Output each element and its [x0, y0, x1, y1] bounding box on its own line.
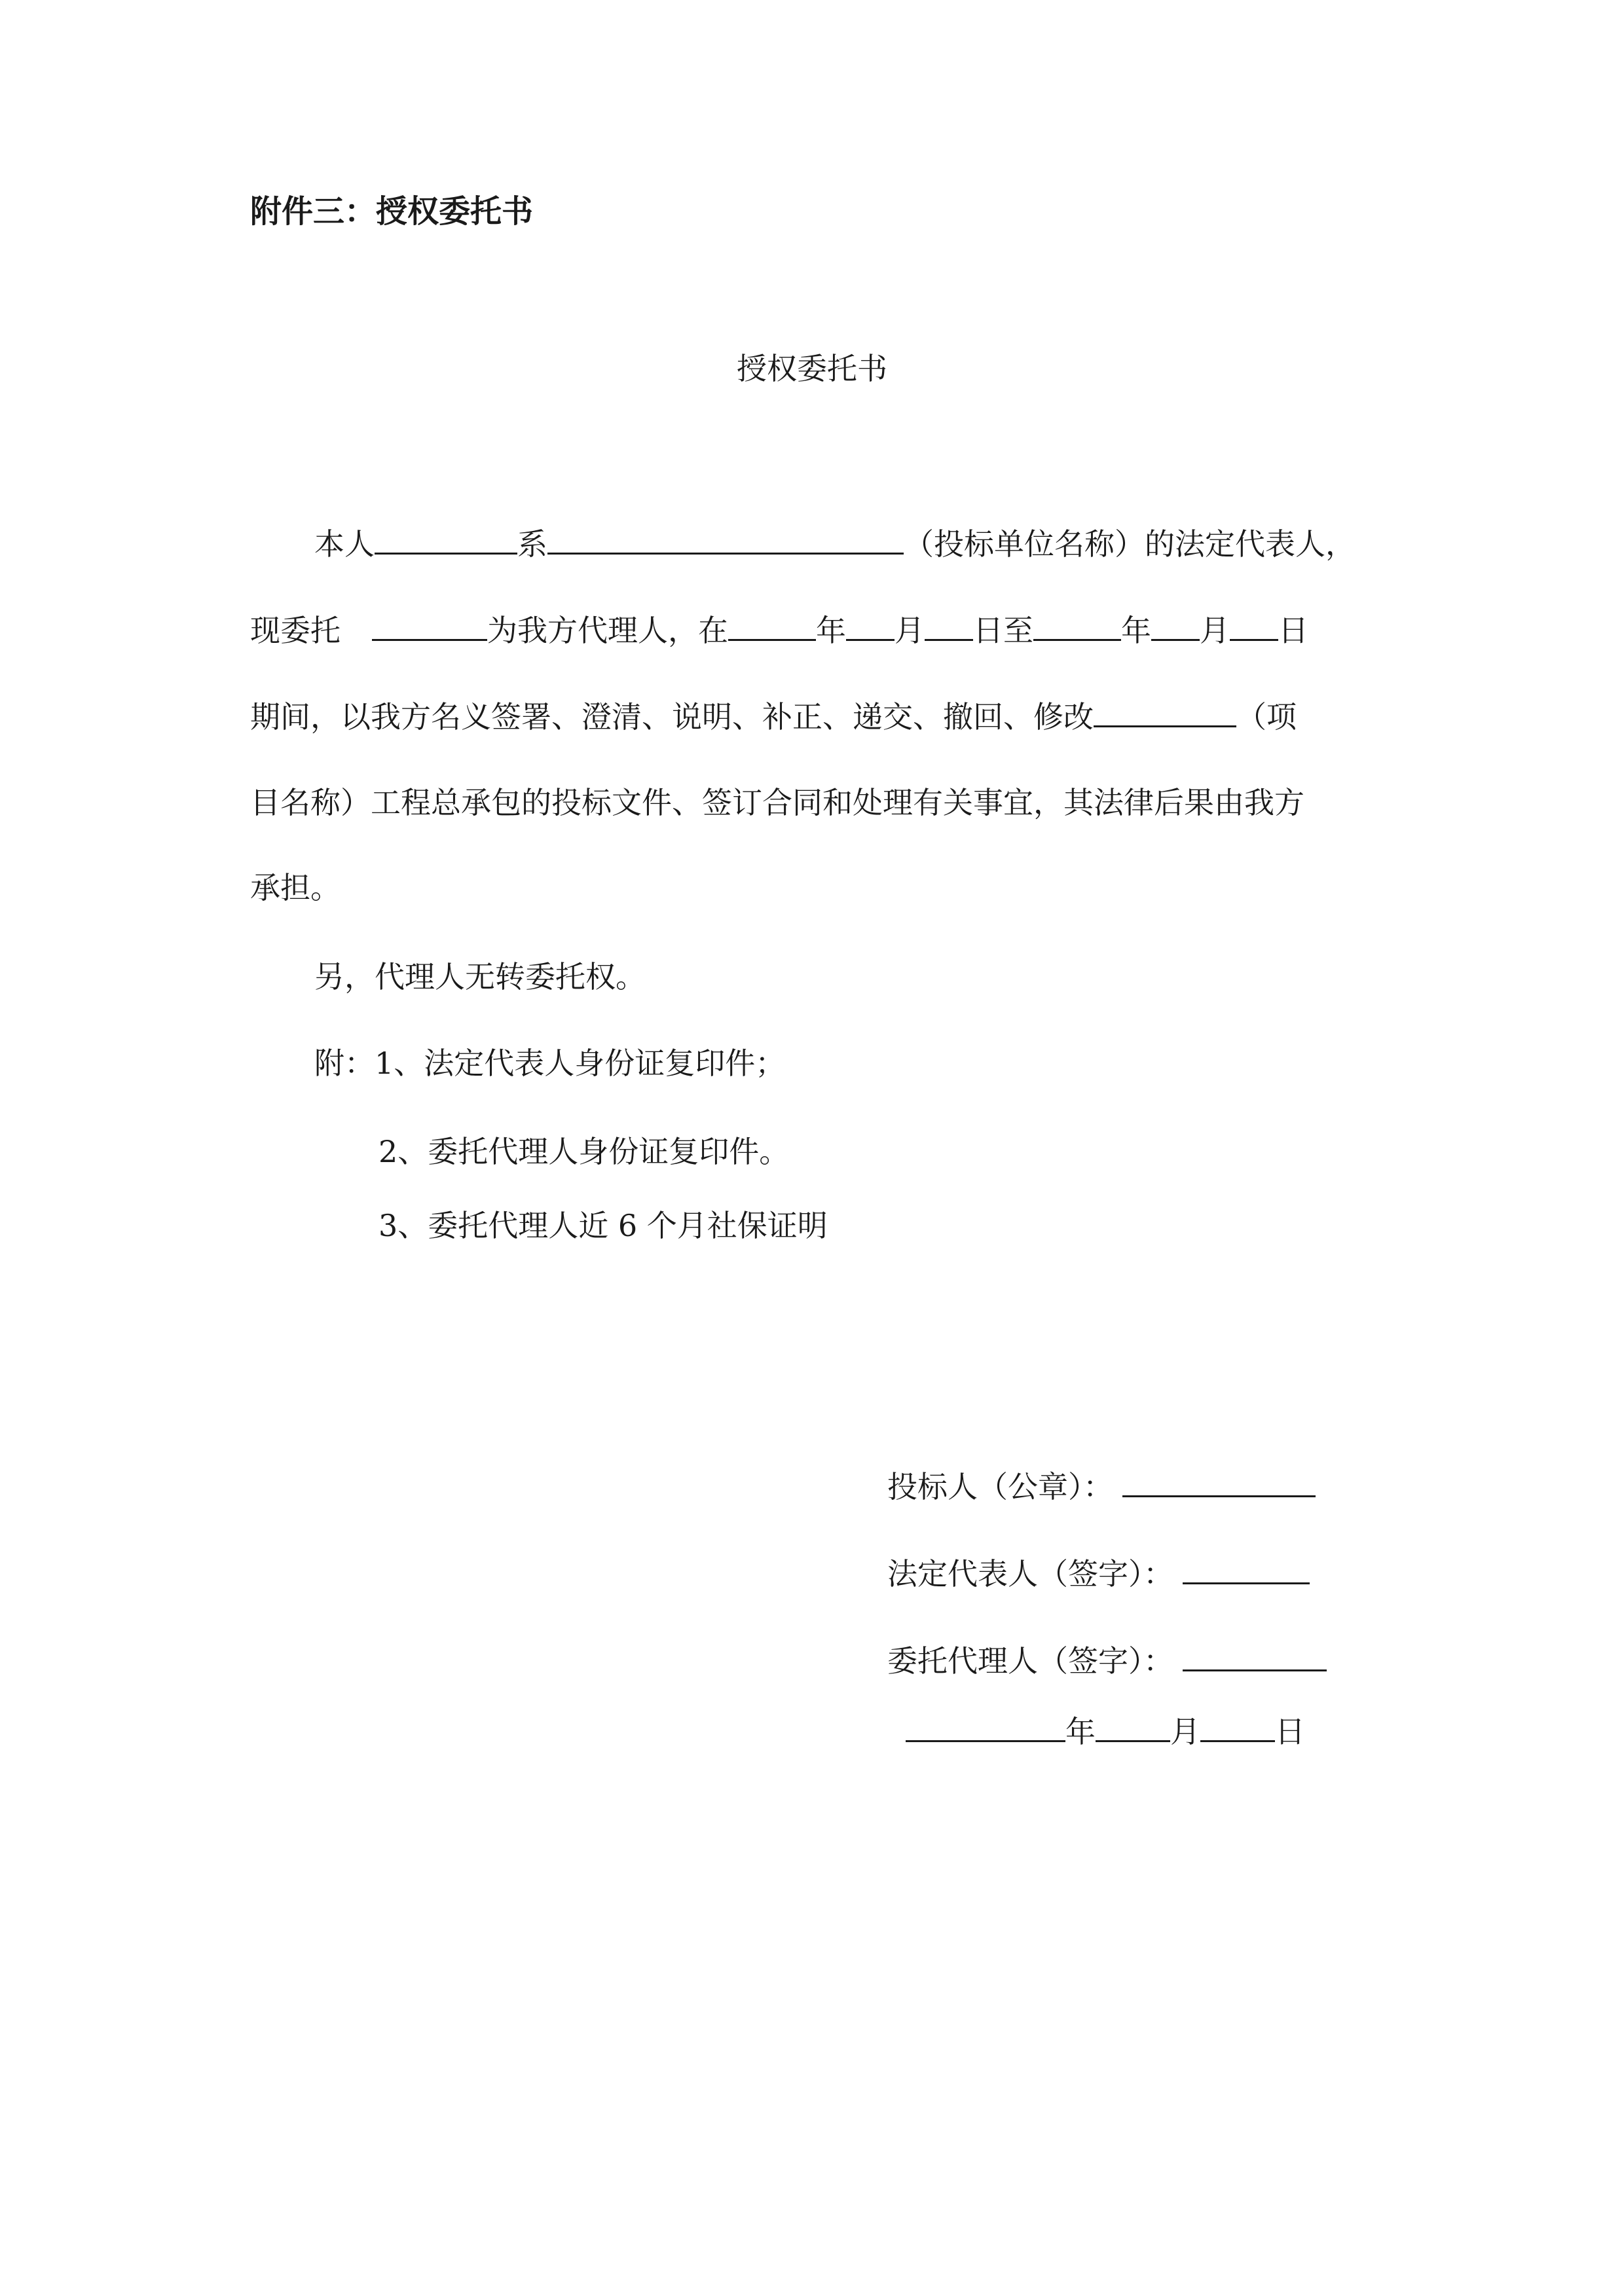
- project-name-blank[interactable]: [1094, 697, 1236, 727]
- sign-month-label: 月: [1170, 1714, 1200, 1749]
- text: 日: [1278, 613, 1308, 648]
- legal-rep-signature-label: 法定代表人（签字）：: [887, 1556, 1173, 1592]
- sign-month-blank[interactable]: [1096, 1711, 1170, 1742]
- attachment-item-1: 附：1、法定代表人身份证复印件；: [314, 1046, 786, 1081]
- paragraph-line-3: [250, 697, 1297, 737]
- text: 为我方代理人，在: [487, 613, 728, 648]
- text: 系: [517, 526, 547, 562]
- document-title: 授权委托书: [737, 351, 887, 386]
- legal-rep-signature-line: [887, 1554, 1310, 1594]
- text: 现委托: [250, 613, 341, 648]
- legal-rep-signature-blank[interactable]: [1183, 1554, 1310, 1584]
- start-month-blank[interactable]: [846, 610, 895, 641]
- start-year-blank[interactable]: [728, 610, 816, 641]
- paragraph-line-5: 承担。: [250, 870, 341, 905]
- agent-name-blank[interactable]: [372, 610, 487, 641]
- text: 年: [816, 613, 846, 648]
- bidder-seal-label: 投标人（公章）：: [887, 1469, 1113, 1504]
- start-day-blank[interactable]: [925, 610, 973, 641]
- paragraph-line-2: [250, 610, 1308, 650]
- attachment-item-2: 2、委托代理人身份证复印件。: [378, 1134, 790, 1169]
- no-subdelegation-note: 另，代理人无转委托权。: [314, 959, 646, 994]
- paragraph-line-4: 目名称）工程总承包的投标文件、签订合同和处理有关事宜，其法律后果由我方: [250, 785, 1304, 820]
- agent-signature-label: 委托代理人（签字）：: [887, 1643, 1173, 1679]
- end-month-blank[interactable]: [1151, 610, 1200, 641]
- sign-day-blank[interactable]: [1200, 1711, 1275, 1742]
- sign-day-label: 日: [1275, 1714, 1305, 1749]
- text: 期间，以我方名义签署、澄清、说明、补正、递交、撤回、修改: [250, 699, 1094, 735]
- text: 年: [1121, 613, 1151, 648]
- attachment-item-3: 3、委托代理人近 6 个月社保证明: [378, 1208, 828, 1243]
- bidder-seal-blank[interactable]: [1122, 1467, 1316, 1497]
- attachment-heading: 附件三：授权委托书: [250, 193, 534, 230]
- text: 本人: [314, 526, 375, 562]
- sign-year-blank[interactable]: [906, 1711, 1065, 1742]
- text: 月: [895, 613, 925, 648]
- signing-date-line: [906, 1711, 1305, 1751]
- bidder-seal-line: [887, 1467, 1316, 1506]
- end-day-blank[interactable]: [1230, 610, 1278, 641]
- end-year-blank[interactable]: [1033, 610, 1121, 641]
- text: （项: [1236, 699, 1297, 735]
- agent-signature-blank[interactable]: [1183, 1641, 1327, 1671]
- text: （投标单位名称）的法定代表人，: [904, 526, 1356, 562]
- sign-year-label: 年: [1065, 1714, 1096, 1749]
- company-blank[interactable]: [547, 524, 904, 555]
- agent-signature-line: [887, 1641, 1327, 1681]
- name-blank[interactable]: [375, 524, 517, 555]
- text: 日至: [973, 613, 1033, 648]
- text: 月: [1200, 613, 1230, 648]
- paragraph-line-1: [314, 524, 1356, 564]
